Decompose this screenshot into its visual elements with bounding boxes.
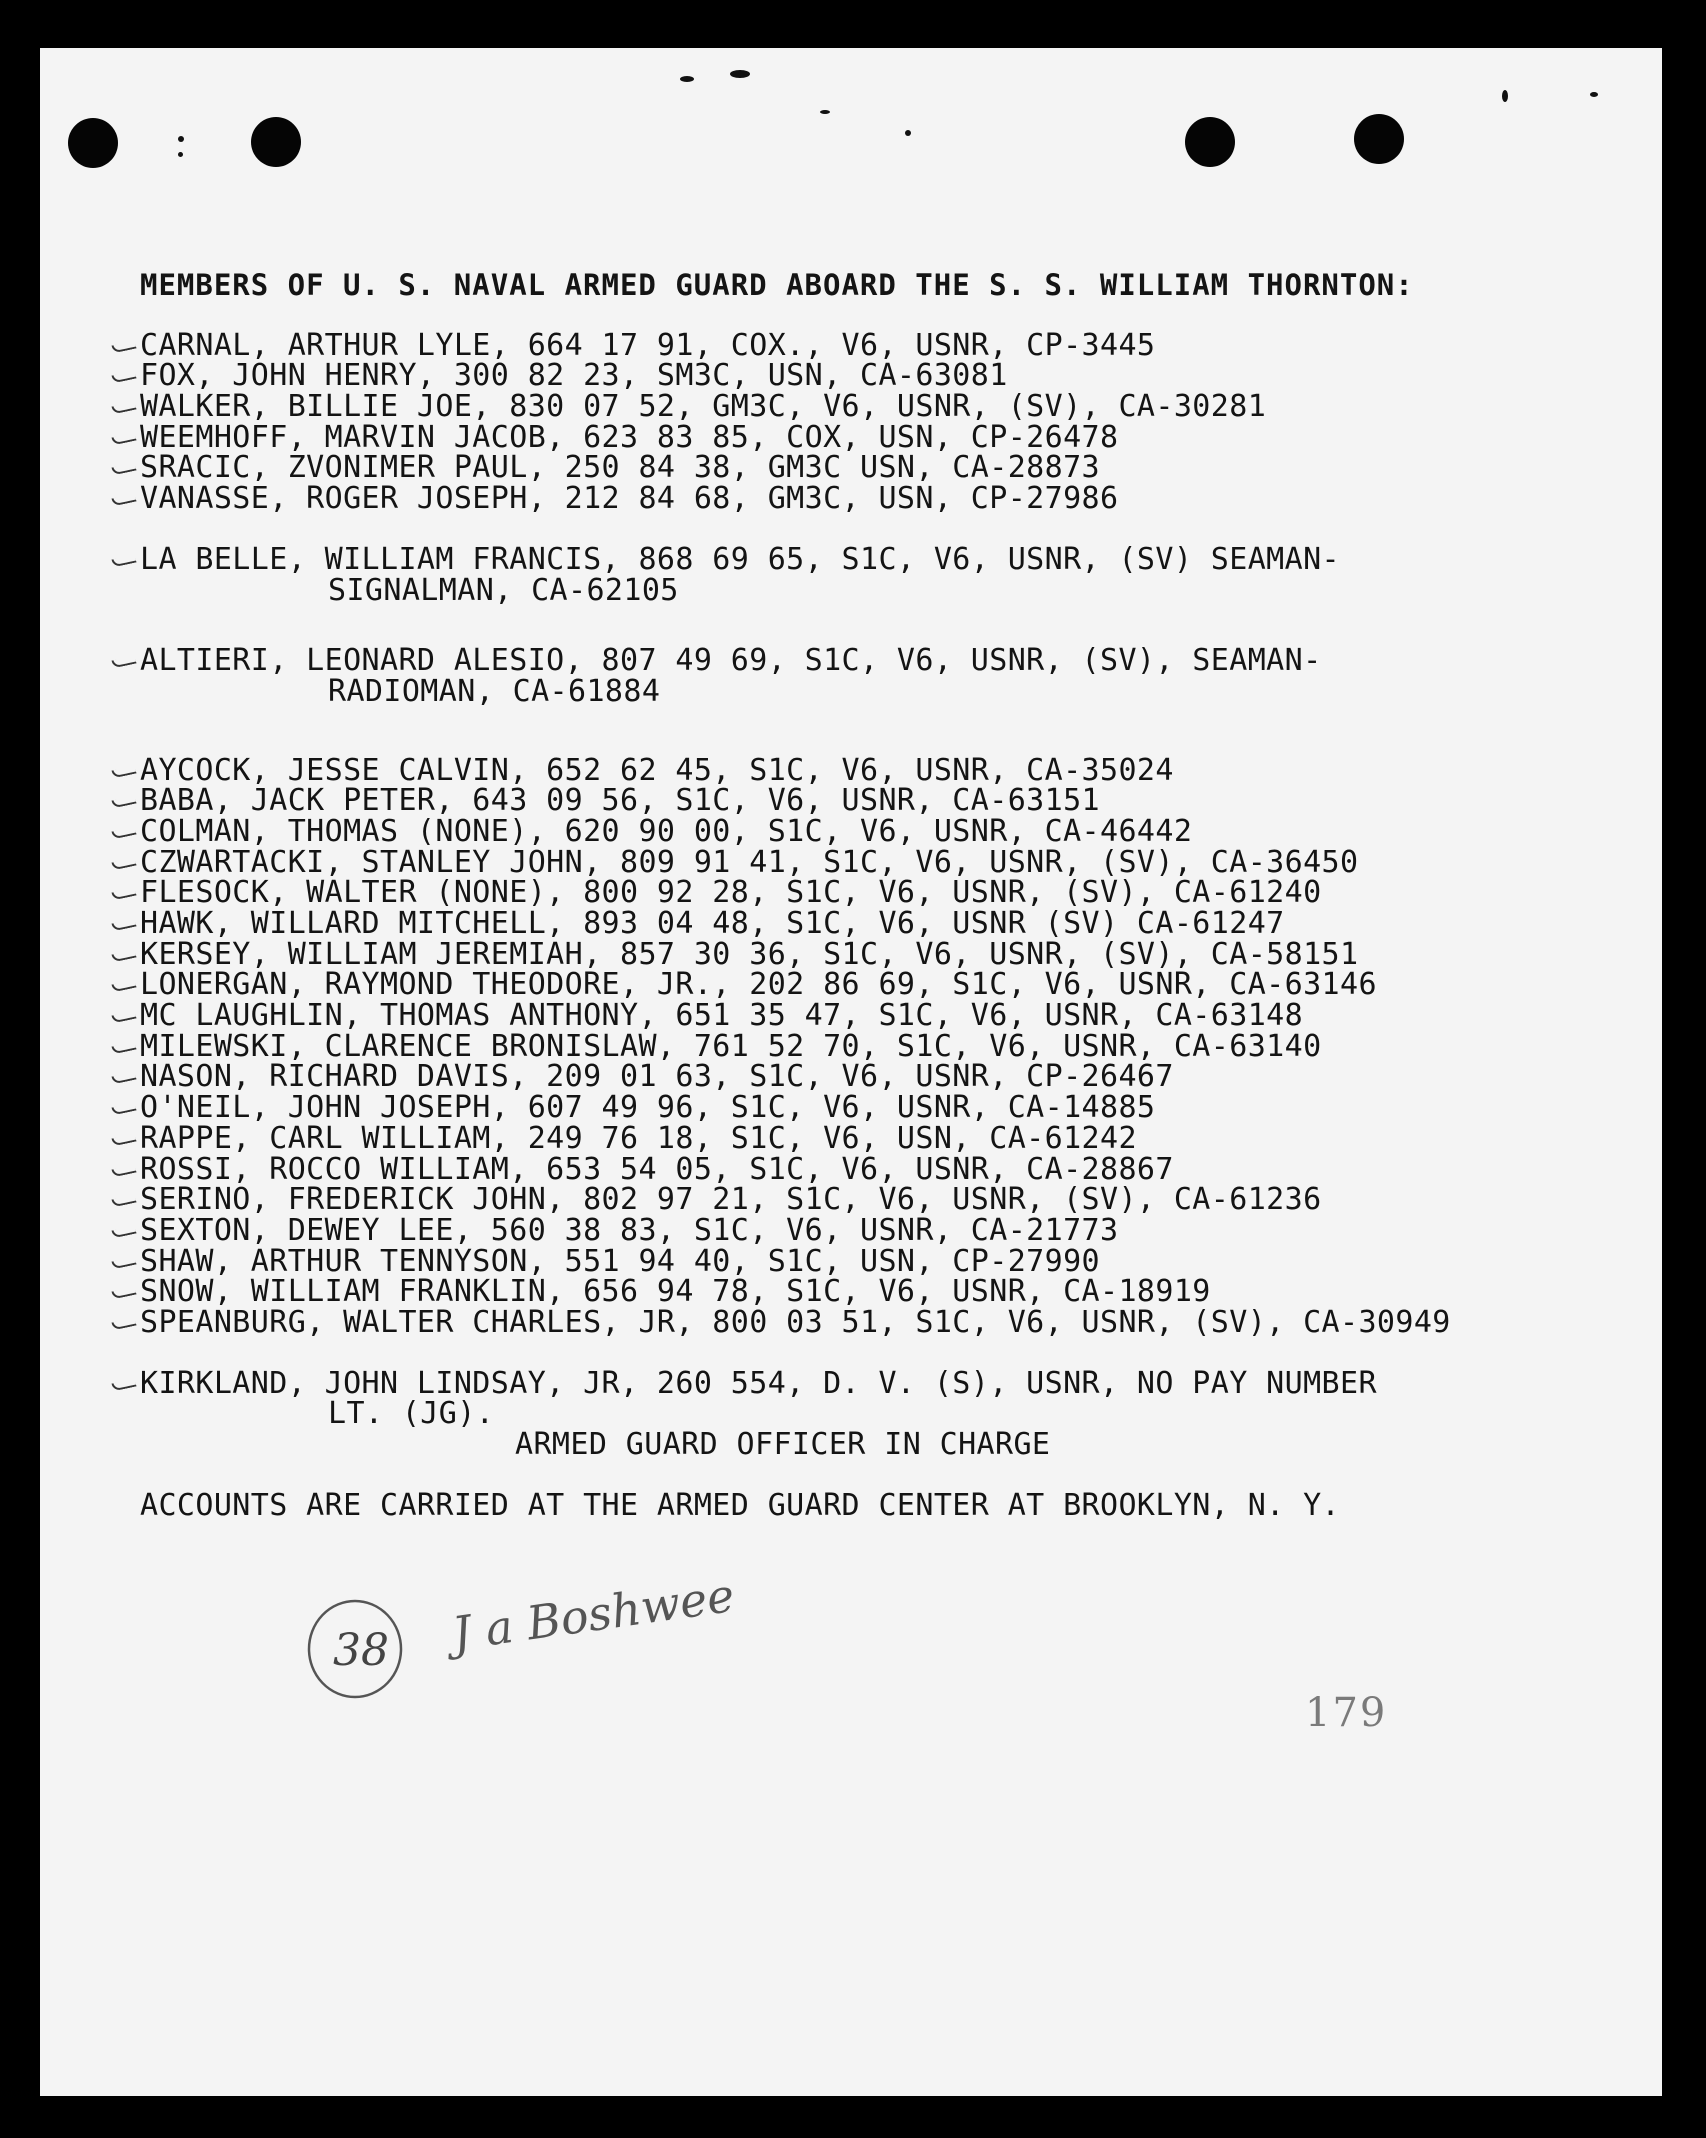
punch-hole-4 xyxy=(1354,114,1404,164)
crew-entry: SPEANBURG, WALTER CHARLES, JR, 800 03 51, S1C, V6, USNR, (SV), CA-30949 xyxy=(140,1304,1451,1340)
handwritten-annotation xyxy=(265,1555,765,1725)
scan-speck xyxy=(905,130,911,136)
crew-entry: FOX, JOHN HENRY, 300 82 23, SM3C, USN, CA-63081 xyxy=(140,358,1008,394)
scan-speck xyxy=(1502,90,1508,102)
handwritten-initials: J a Boshwee xyxy=(449,1567,738,1661)
punch-hole-1 xyxy=(68,118,118,168)
crew-entry: MC LAUGHLIN, THOMAS ANTHONY, 651 35 47, S1C, V6, USNR, CA-63148 xyxy=(140,998,1304,1034)
crew-entry-line1: LA BELLE, WILLIAM FRANCIS, 868 69 65, S1C, V6, USNR, (SV) SEAMAN- xyxy=(140,541,1340,577)
crew-entry: AYCOCK, JESSE CALVIN, 652 62 45, S1C, V6, USNR, CA-35024 xyxy=(140,752,1174,788)
crew-entry: FLESOCK, WALTER (NONE), 800 92 28, S1C, V6, USNR, (SV), CA-61240 xyxy=(140,875,1322,911)
punch-hole-3 xyxy=(1185,117,1235,167)
crew-entry: NASON, RICHARD DAVIS, 209 01 63, S1C, V6, USNR, CP-26467 xyxy=(140,1059,1174,1095)
crew-entry: SERINO, FREDERICK JOHN, 802 97 21, S1C, V6, USNR, (SV), CA-61236 xyxy=(140,1182,1322,1218)
crew-entry: VANASSE, ROGER JOSEPH, 212 84 68, GM3C, USN, CP-27986 xyxy=(140,481,1119,517)
crew-entry: LONERGAN, RAYMOND THEODORE, JR., 202 86 69, S1C, V6, USNR, CA-63146 xyxy=(140,967,1377,1003)
scan-speck xyxy=(1590,92,1598,97)
crew-entry: WEEMHOFF, MARVIN JACOB, 623 83 85, COX, USN, CP-26478 xyxy=(140,419,1119,455)
scan-speck xyxy=(680,76,694,82)
scan-speck xyxy=(178,152,183,157)
officer-entry-line1: KIRKLAND, JOHN LINDSAY, JR, 260 554, D. V. (S), USNR, NO PAY NUMBER xyxy=(140,1365,1377,1401)
crew-entry: BABA, JACK PETER, 643 09 56, S1C, V6, USNR, CA-63151 xyxy=(140,783,1100,819)
accounts-note: ACCOUNTS ARE CARRIED AT THE ARMED GUARD CENTER AT BROOKLYN, N. Y. xyxy=(140,1487,1340,1523)
crew-entry: O'NEIL, JOHN JOSEPH, 607 49 96, S1C, V6, USNR, CA-14885 xyxy=(140,1090,1156,1126)
officer-title: ARMED GUARD OFFICER IN CHARGE xyxy=(515,1427,1051,1462)
crew-roster xyxy=(140,270,1540,1521)
punch-hole-2 xyxy=(251,117,301,167)
crew-entry-line2: RADIOMAN, CA-61884 xyxy=(328,673,661,709)
crew-entry: HAWK, WILLARD MITCHELL, 893 04 48, S1C, V6, USNR (SV) CA-61247 xyxy=(140,906,1285,941)
crew-entry: SHAW, ARTHUR TENNYSON, 551 94 40, S1C, USN, CP-27990 xyxy=(140,1243,1100,1279)
crew-entry: KERSEY, WILLIAM JEREMIAH, 857 30 36, S1C, V6, USNR, (SV), CA-58151 xyxy=(140,936,1359,972)
crew-entry: MILEWSKI, CLARENCE BRONISLAW, 761 52 70, S1C, V6, USNR, CA-63140 xyxy=(140,1028,1322,1064)
crew-entry-line1: ALTIERI, LEONARD ALESIO, 807 49 69, S1C, V6, USNR, (SV), SEAMAN- xyxy=(140,643,1322,679)
crew-entry: SNOW, WILLIAM FRANKLIN, 656 94 78, S1C, V6, USNR, CA-18919 xyxy=(140,1274,1211,1310)
scan-speck xyxy=(820,110,830,114)
page-number: 179 xyxy=(1305,1690,1388,1736)
crew-entry: ROSSI, ROCCO WILLIAM, 653 54 05, S1C, V6, USNR, CA-28867 xyxy=(140,1151,1174,1187)
crew-entry-line2: SIGNALMAN, CA-62105 xyxy=(328,572,679,608)
crew-entry: CZWARTACKI, STANLEY JOHN, 809 91 41, S1C, V6, USNR, (SV), CA-36450 xyxy=(140,844,1359,880)
roster-heading: MEMBERS OF U. S. NAVAL ARMED GUARD ABOARD THE S. S. WILLIAM THORNTON: xyxy=(140,268,1414,302)
crew-entry: WALKER, BILLIE JOE, 830 07 52, GM3C, V6, USNR, (SV), CA-30281 xyxy=(140,389,1267,425)
crew-entry: CARNAL, ARTHUR LYLE, 664 17 91, COX., V6, USNR, CP-3445 xyxy=(140,327,1156,363)
crew-entry: RAPPE, CARL WILLIAM, 249 76 18, S1C, V6, USN, CA-61242 xyxy=(140,1120,1137,1156)
officer-rank: LT. (JG). xyxy=(328,1396,495,1432)
circled-number: 38 xyxy=(333,1625,389,1676)
crew-entry: SRACIC, ZVONIMER PAUL, 250 84 38, GM3C USN, CA-28873 xyxy=(140,450,1100,486)
crew-entry: SEXTON, DEWEY LEE, 560 38 83, S1C, V6, USNR, CA-21773 xyxy=(140,1212,1119,1248)
crew-entry: COLMAN, THOMAS (NONE), 620 90 00, S1C, V6, USNR, CA-46442 xyxy=(140,813,1193,849)
scan-speck xyxy=(730,70,750,78)
scan-speck xyxy=(178,136,184,142)
